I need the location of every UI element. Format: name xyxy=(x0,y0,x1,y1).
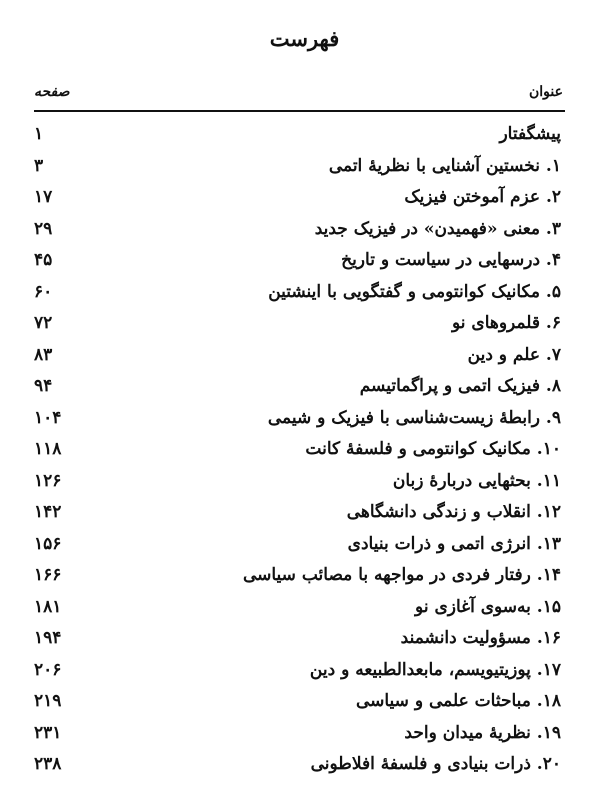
toc-entry xyxy=(34,120,561,152)
toc-entry xyxy=(34,750,561,782)
toc-entry xyxy=(34,215,561,247)
toc-entry-page-number: ۱۶۶ xyxy=(34,565,62,585)
toc-entry-page-number: ۱۰۴ xyxy=(34,407,62,428)
toc-entry-page-number: ۷۲ xyxy=(34,313,53,333)
toc-entry-title: ۵. مکانیک کوانتومی و گفتگویی با اینشتین xyxy=(268,281,561,302)
toc-entry-title: ۲. عزم آموختن فیزیک xyxy=(404,187,561,207)
toc-entry-title: ۷. علم و دین xyxy=(467,344,561,365)
toc-entry-title: ۲۰. ذرات بنیادی و فلسفهٔ افلاطونی xyxy=(310,754,561,774)
toc-entry xyxy=(34,624,561,656)
toc-entry xyxy=(34,467,561,499)
toc-entry-title: ۴. درسهایی در سیاست و تاریخ xyxy=(341,250,561,270)
toc-entry-title: ۹. رابطهٔ زیست‌شناسی با فیزیک و شیمی xyxy=(267,407,561,428)
toc-entry-page-number: ۱۴۲ xyxy=(34,502,62,522)
page-column-header: صفحه xyxy=(34,84,70,100)
toc-entry-page-number: ۱۷ xyxy=(34,187,53,207)
toc-entry-page-number: ۱ xyxy=(34,124,44,144)
toc-entry xyxy=(34,183,561,215)
toc-entry-title: ۸. فیزیک اتمی و پراگماتیسم xyxy=(359,376,561,396)
toc-entry-page-number: ۶۰ xyxy=(34,281,53,302)
toc-entry-title: ۳. معنی «فهمیدن» در فیزیک جدید xyxy=(314,218,561,239)
toc-entry-title: ۱۶. مسؤولیت دانشمند xyxy=(400,628,561,648)
toc-entry-page-number: ۱۱۸ xyxy=(34,439,62,459)
toc-entry xyxy=(34,593,561,625)
toc-entry-title: ۱۴. رفتار فردی در مواجهه با مصائب سیاسی xyxy=(242,565,561,585)
toc-entry-page-number: ۱۸۱ xyxy=(34,596,62,617)
toc-entry xyxy=(34,530,561,562)
toc-entry-page-number: ۱۹۴ xyxy=(34,628,62,648)
toc-entry-title: ۱۰. مکانیک کوانتومی و فلسفهٔ کانت xyxy=(305,439,561,459)
toc-entry xyxy=(34,498,561,530)
toc-entry xyxy=(34,309,561,341)
toc-entry-title: ۱۸. مباحثات علمی و سیاسی xyxy=(355,691,561,711)
toc-entry xyxy=(34,687,561,719)
toc-entry-title: ۱. نخستین آشنایی با نظریهٔ اتمی xyxy=(328,155,561,176)
toc-entry xyxy=(34,372,561,404)
toc-entry-title: ۶. قلمروهای نو xyxy=(451,313,561,333)
toc-entry-page-number: ۸۳ xyxy=(34,344,53,365)
toc-entry-page-number: ۱۲۶ xyxy=(34,470,62,491)
toc-entry-page-number: ۹۴ xyxy=(34,376,53,396)
column-header-row xyxy=(34,84,563,108)
toc-entry xyxy=(34,246,561,278)
toc-entry-title: پیشگفتار xyxy=(499,124,561,144)
toc-entry-title: ۱۱. بحثهایی دربارهٔ زبان xyxy=(392,470,561,491)
toc-entry-page-number: ۲۳۸ xyxy=(34,754,62,774)
toc-entry-page-number: ۱۵۶ xyxy=(34,533,62,554)
header-rule xyxy=(34,110,565,112)
toc-entry-page-number: ۴۵ xyxy=(34,250,53,270)
toc-entry-title: ۱۵. به‌سوی آغازی نو xyxy=(415,596,561,617)
toc-entry-page-number: ۲۹ xyxy=(34,218,53,239)
toc-entry xyxy=(34,278,561,310)
toc-list xyxy=(34,120,561,782)
title-column-header: عنوان xyxy=(529,84,563,100)
toc-entry-title: ۱۹. نظریهٔ میدان واحد xyxy=(404,722,561,743)
toc-entry-page-number: ۲۱۹ xyxy=(34,691,62,711)
toc-entry-page-number: ۲۰۶ xyxy=(34,659,62,680)
toc-entry xyxy=(34,404,561,436)
toc-entry xyxy=(34,719,561,751)
toc-entry xyxy=(34,435,561,467)
toc-entry-title: ۱۳. انرژی اتمی و ذرات بنیادی xyxy=(347,533,561,554)
toc-entry-page-number: ۲۳۱ xyxy=(34,722,62,743)
toc-entry xyxy=(34,341,561,373)
page-title: فهرست xyxy=(269,26,340,51)
toc-entry xyxy=(34,152,561,184)
toc-entry-page-number: ۳ xyxy=(34,155,44,176)
toc-entry xyxy=(34,561,561,593)
toc-entry xyxy=(34,656,561,688)
toc-entry-title: ۱۷. پوزیتیویسم، مابعدالطبیعه و دین xyxy=(309,659,561,680)
toc-entry-title: ۱۲. انقلاب و زندگی دانشگاهی xyxy=(346,502,561,522)
